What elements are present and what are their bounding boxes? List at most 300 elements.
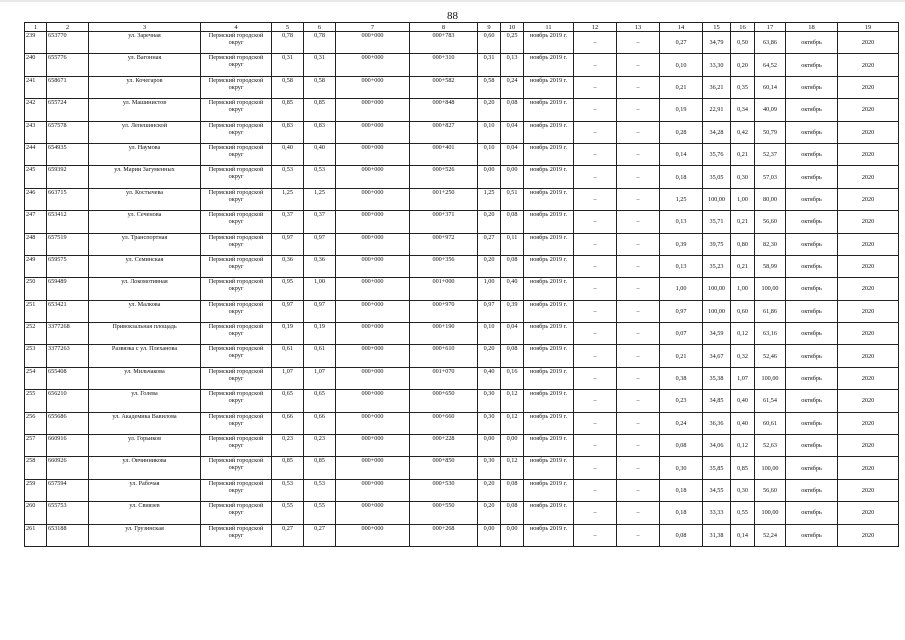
table-cell: Пермский городской округ <box>201 367 272 389</box>
table-cell: 2020 <box>838 435 899 457</box>
table-cell: 34,67 <box>703 345 731 367</box>
table-cell: 0,13 <box>660 255 703 277</box>
table-cell: 0,40 <box>501 278 524 300</box>
table-cell: 2020 <box>838 121 899 143</box>
table-cell: 261 <box>25 524 47 546</box>
table-cell: 52,24 <box>755 524 786 546</box>
column-number: 5 <box>272 23 304 32</box>
table-cell: 246 <box>25 188 47 210</box>
table-cell: 0,55 <box>304 502 336 524</box>
table-cell: 2020 <box>838 323 899 345</box>
table-cell: 250 <box>25 278 47 300</box>
table-cell: 0,20 <box>478 99 501 121</box>
column-number: 19 <box>838 23 899 32</box>
table-cell: 000+582 <box>410 76 478 98</box>
table-cell: ноябрь 2019 г. <box>524 502 574 524</box>
table-cell: 56,60 <box>755 479 786 501</box>
table-cell: 0,18 <box>660 502 703 524</box>
table-cell: 0,36 <box>304 255 336 277</box>
table-cell: – <box>574 345 617 367</box>
table-cell: 0,60 <box>731 300 755 322</box>
table-cell: 0,97 <box>272 233 304 255</box>
table-row <box>25 233 899 255</box>
table-cell: 001+000 <box>410 278 478 300</box>
table-cell: 60,14 <box>755 76 786 98</box>
table-cell: 63,86 <box>755 32 786 54</box>
table-cell: – <box>617 76 660 98</box>
table-cell: 260 <box>25 502 47 524</box>
table-cell: 657519 <box>47 233 89 255</box>
table-cell: 000+000 <box>336 390 410 412</box>
table-cell: ноябрь 2019 г. <box>524 323 574 345</box>
column-number: 11 <box>524 23 574 32</box>
table-cell: 0,65 <box>272 390 304 412</box>
table-cell: 100,00 <box>755 457 786 479</box>
table-cell: 000+000 <box>336 435 410 457</box>
table-cell: 2020 <box>838 54 899 76</box>
table-cell: 0,37 <box>304 211 336 233</box>
table-cell: – <box>574 99 617 121</box>
table-cell: 0,53 <box>272 166 304 188</box>
table-cell: 0,85 <box>304 457 336 479</box>
table-cell: октябрь <box>786 300 838 322</box>
table-cell: 663715 <box>47 188 89 210</box>
table-cell: 0,40 <box>731 412 755 434</box>
table-cell: 657578 <box>47 121 89 143</box>
table-cell: 0,10 <box>478 121 501 143</box>
table-cell: ул. Семинская <box>89 255 201 277</box>
table-cell: 0,27 <box>478 233 501 255</box>
table-cell: 2020 <box>838 367 899 389</box>
column-number: 10 <box>501 23 524 32</box>
table-cell: 000+310 <box>410 54 478 76</box>
table-cell: 0,04 <box>501 121 524 143</box>
table-cell: 245 <box>25 166 47 188</box>
table-cell: 0,00 <box>501 524 524 546</box>
table-cell: – <box>617 345 660 367</box>
table-cell: 000+000 <box>336 278 410 300</box>
table-cell: 1,25 <box>272 188 304 210</box>
table-cell: 33,33 <box>703 502 731 524</box>
table-cell: 000+000 <box>336 121 410 143</box>
table-cell: – <box>617 121 660 143</box>
table-cell: 0,10 <box>660 54 703 76</box>
column-number: 6 <box>304 23 336 32</box>
table-cell: – <box>574 278 617 300</box>
table-cell: 0,61 <box>272 345 304 367</box>
table-cell: – <box>617 502 660 524</box>
table-cell: 000+000 <box>336 300 410 322</box>
table-cell: Пермский городской округ <box>201 143 272 165</box>
table-cell: 251 <box>25 300 47 322</box>
table-cell: 0,00 <box>478 435 501 457</box>
table-cell: 001+250 <box>410 188 478 210</box>
table-cell: ул. Горьиков <box>89 435 201 457</box>
table-cell: 0,23 <box>304 435 336 457</box>
table-cell: 000+000 <box>336 345 410 367</box>
table-cell: – <box>617 188 660 210</box>
table-row <box>25 412 899 434</box>
table-cell: 0,39 <box>501 300 524 322</box>
table-cell: 0,08 <box>501 479 524 501</box>
table-cell: – <box>617 367 660 389</box>
table-cell: ул. Транспортная <box>89 233 201 255</box>
table-cell: 100,00 <box>703 278 731 300</box>
table-cell: 0,35 <box>731 76 755 98</box>
table-cell: 0,40 <box>304 143 336 165</box>
table-cell: – <box>617 99 660 121</box>
table-cell: – <box>574 76 617 98</box>
table-cell: 1,07 <box>304 367 336 389</box>
table-cell: 0,21 <box>731 211 755 233</box>
table-cell: 0,97 <box>478 300 501 322</box>
table-cell: 0,85 <box>304 99 336 121</box>
table-cell: 100,00 <box>755 367 786 389</box>
table-cell: 0,55 <box>272 502 304 524</box>
table-cell: ноябрь 2019 г. <box>524 76 574 98</box>
table-cell: 36,21 <box>703 76 731 98</box>
table-cell: 0,40 <box>731 390 755 412</box>
table-cell: 0,13 <box>660 211 703 233</box>
table-cell: 1,07 <box>731 367 755 389</box>
table-cell: 2020 <box>838 99 899 121</box>
table-cell: 2020 <box>838 479 899 501</box>
table-cell: 000+000 <box>336 412 410 434</box>
table-cell: – <box>617 166 660 188</box>
table-cell: 0,61 <box>304 345 336 367</box>
table-cell: 100,00 <box>703 300 731 322</box>
table-cell: 239 <box>25 32 47 54</box>
table-cell: 658671 <box>47 76 89 98</box>
table-cell: 0,13 <box>501 54 524 76</box>
table-cell: ул. Грузинская <box>89 524 201 546</box>
table-cell: 0,08 <box>501 502 524 524</box>
table-row <box>25 121 899 143</box>
table-row <box>25 278 899 300</box>
table-cell: 0,30 <box>660 457 703 479</box>
table-cell: 0,95 <box>272 278 304 300</box>
table-cell: Пермский городской округ <box>201 300 272 322</box>
table-cell: ноябрь 2019 г. <box>524 121 574 143</box>
table-cell: 0,21 <box>660 345 703 367</box>
table-cell: 0,14 <box>660 143 703 165</box>
table-cell: 1,00 <box>304 278 336 300</box>
table-cell: 0,65 <box>304 390 336 412</box>
table-cell: 0,51 <box>501 188 524 210</box>
table-cell: 655776 <box>47 54 89 76</box>
table-cell: 0,27 <box>304 524 336 546</box>
table-cell: 0,58 <box>272 76 304 98</box>
table-cell: ул. Мильчакова <box>89 367 201 389</box>
table-cell: 0,23 <box>660 390 703 412</box>
table-cell: 56,60 <box>755 211 786 233</box>
table-cell: 1,25 <box>304 188 336 210</box>
table-cell: Пермский городской округ <box>201 435 272 457</box>
table-cell: 34,06 <box>703 435 731 457</box>
table-cell: 000+228 <box>410 435 478 457</box>
table-cell: 000+550 <box>410 502 478 524</box>
table-cell: 0,30 <box>478 412 501 434</box>
table-cell: 249 <box>25 255 47 277</box>
table-row <box>25 502 899 524</box>
table-cell: ноябрь 2019 г. <box>524 457 574 479</box>
table-cell: 2020 <box>838 188 899 210</box>
table-cell: – <box>574 502 617 524</box>
table-cell: 0,97 <box>272 300 304 322</box>
table-cell: октябрь <box>786 345 838 367</box>
table-cell: 82,30 <box>755 233 786 255</box>
table-cell: ул. Голева <box>89 390 201 412</box>
table-row <box>25 255 899 277</box>
table-cell: 2020 <box>838 32 899 54</box>
table-cell: 659392 <box>47 166 89 188</box>
table-cell: ул. Заречная <box>89 32 201 54</box>
table-cell: октябрь <box>786 367 838 389</box>
table-cell: Пермский городской округ <box>201 390 272 412</box>
table-cell: – <box>617 233 660 255</box>
table-cell: 000+827 <box>410 121 478 143</box>
table-cell: 52,63 <box>755 435 786 457</box>
table-cell: – <box>617 435 660 457</box>
table-cell: 0,20 <box>731 54 755 76</box>
table-cell: ул. Локомотивная <box>89 278 201 300</box>
table-cell: 000+000 <box>336 32 410 54</box>
table-cell: Пермский городской округ <box>201 524 272 546</box>
table-cell: 0,14 <box>731 524 755 546</box>
table-cell: 0,20 <box>478 502 501 524</box>
table-cell: 0,21 <box>731 143 755 165</box>
table-cell: ул. Сеченова <box>89 211 201 233</box>
table-cell: – <box>574 390 617 412</box>
table-cell: 35,71 <box>703 211 731 233</box>
table-cell: 000+850 <box>410 457 478 479</box>
table-cell: 80,00 <box>755 188 786 210</box>
table-cell: 000+526 <box>410 166 478 188</box>
table-cell: 52,37 <box>755 143 786 165</box>
table-row <box>25 32 899 54</box>
table-cell: 3377263 <box>47 345 89 367</box>
table-cell: 000+000 <box>336 76 410 98</box>
table-row <box>25 524 899 546</box>
table-cell: 000+356 <box>410 255 478 277</box>
table-cell: 653412 <box>47 211 89 233</box>
table-cell: 240 <box>25 54 47 76</box>
table-cell: 35,85 <box>703 457 731 479</box>
table-row <box>25 300 899 322</box>
table-cell: 0,20 <box>478 345 501 367</box>
table-cell: ул. Вагонная <box>89 54 201 76</box>
table-cell: октябрь <box>786 502 838 524</box>
table-cell: 36,36 <box>703 412 731 434</box>
table-cell: 000+268 <box>410 524 478 546</box>
table-cell: 0,00 <box>501 435 524 457</box>
table-cell: 655408 <box>47 367 89 389</box>
table-cell: – <box>574 300 617 322</box>
table-cell: 0,08 <box>501 345 524 367</box>
table-cell: 248 <box>25 233 47 255</box>
table-cell: 61,54 <box>755 390 786 412</box>
table-cell: 2020 <box>838 143 899 165</box>
column-number: 9 <box>478 23 501 32</box>
roads-table <box>24 22 899 547</box>
table-cell: ноябрь 2019 г. <box>524 435 574 457</box>
table-cell: 0,24 <box>501 76 524 98</box>
table-cell: октябрь <box>786 412 838 434</box>
table-cell: Пермский городской округ <box>201 188 272 210</box>
table-cell: 0,00 <box>501 166 524 188</box>
table-cell: 61,86 <box>755 300 786 322</box>
table-cell: Пермский городской округ <box>201 412 272 434</box>
table-cell: 659575 <box>47 255 89 277</box>
table-cell: 000+783 <box>410 32 478 54</box>
column-number: 2 <box>47 23 89 32</box>
table-cell: – <box>617 143 660 165</box>
table-cell: 655686 <box>47 412 89 434</box>
table-cell: – <box>574 143 617 165</box>
table-cell: 000+371 <box>410 211 478 233</box>
table-cell: 33,30 <box>703 54 731 76</box>
table-cell: 247 <box>25 211 47 233</box>
table-cell: 0,58 <box>304 76 336 98</box>
column-number: 12 <box>574 23 617 32</box>
table-cell: 0,08 <box>501 211 524 233</box>
table-cell: 2020 <box>838 76 899 98</box>
table-cell: ул. Овчинникова <box>89 457 201 479</box>
table-cell: – <box>617 32 660 54</box>
table-cell: 0,11 <box>501 233 524 255</box>
table-cell: ноябрь 2019 г. <box>524 54 574 76</box>
table-cell: 001+070 <box>410 367 478 389</box>
table-row <box>25 323 899 345</box>
table-row <box>25 99 899 121</box>
table-cell: октябрь <box>786 233 838 255</box>
table-cell: 39,75 <box>703 233 731 255</box>
table-cell: 2020 <box>838 233 899 255</box>
table-cell: 000+000 <box>336 143 410 165</box>
table-cell: 0,42 <box>731 121 755 143</box>
table-cell: Пермский городской округ <box>201 323 272 345</box>
table-cell: 0,78 <box>272 32 304 54</box>
table-cell: – <box>617 300 660 322</box>
table-cell: ноябрь 2019 г. <box>524 479 574 501</box>
table-row <box>25 390 899 412</box>
table-cell: 1,25 <box>478 188 501 210</box>
table-cell: ноябрь 2019 г. <box>524 390 574 412</box>
table-cell: 000+000 <box>336 367 410 389</box>
table-cell: Пермский городской округ <box>201 211 272 233</box>
table-cell: 0,40 <box>272 143 304 165</box>
table-cell: 0,20 <box>478 211 501 233</box>
table-cell: 000+000 <box>336 323 410 345</box>
table-cell: 0,53 <box>304 166 336 188</box>
table-cell: 256 <box>25 412 47 434</box>
table-cell: 0,97 <box>304 233 336 255</box>
table-row <box>25 54 899 76</box>
table-cell: Пермский городской округ <box>201 32 272 54</box>
table-cell: 34,85 <box>703 390 731 412</box>
table-cell: 35,38 <box>703 367 731 389</box>
table-cell: 100,00 <box>703 188 731 210</box>
table-cell: 000+848 <box>410 99 478 121</box>
table-cell: 653188 <box>47 524 89 546</box>
table-cell: 0,04 <box>501 323 524 345</box>
table-cell: 31,38 <box>703 524 731 546</box>
table-cell: 0,53 <box>304 479 336 501</box>
table-cell: 657594 <box>47 479 89 501</box>
table-cell: ул. Свиязев <box>89 502 201 524</box>
table-cell: Пермский городской округ <box>201 502 272 524</box>
table-body <box>25 23 899 547</box>
table-cell: 0,34 <box>731 99 755 121</box>
table-cell: октябрь <box>786 524 838 546</box>
table-cell: 1,00 <box>731 278 755 300</box>
table-cell: 0,78 <box>304 32 336 54</box>
table-cell: 000+000 <box>336 479 410 501</box>
table-cell: – <box>574 255 617 277</box>
table-cell: 0,97 <box>660 300 703 322</box>
table-cell: – <box>574 188 617 210</box>
table-cell: 0,10 <box>478 143 501 165</box>
table-cell: 52,46 <box>755 345 786 367</box>
table-cell: 1,25 <box>660 188 703 210</box>
table-cell: 0,08 <box>501 99 524 121</box>
table-cell: ноябрь 2019 г. <box>524 143 574 165</box>
table-cell: 0,85 <box>731 457 755 479</box>
table-cell: 0,66 <box>272 412 304 434</box>
table-row <box>25 479 899 501</box>
table-cell: 0,10 <box>478 323 501 345</box>
table-cell: ноябрь 2019 г. <box>524 211 574 233</box>
table-row <box>25 457 899 479</box>
table-cell: 0,19 <box>272 323 304 345</box>
table-cell: – <box>617 390 660 412</box>
table-cell: октябрь <box>786 457 838 479</box>
table-cell: Пермский городской округ <box>201 479 272 501</box>
table-cell: – <box>617 412 660 434</box>
table-cell: 2020 <box>838 524 899 546</box>
table-cell: 0,00 <box>478 524 501 546</box>
table-cell: ул. Малкова <box>89 300 201 322</box>
table-cell: 3377268 <box>47 323 89 345</box>
table-cell: 655753 <box>47 502 89 524</box>
table-cell: Пермский городской округ <box>201 121 272 143</box>
table-row <box>25 367 899 389</box>
table-cell: 0,08 <box>501 255 524 277</box>
table-cell: ноябрь 2019 г. <box>524 278 574 300</box>
table-cell: 0,00 <box>478 166 501 188</box>
table-cell: ул. Лепешинской <box>89 121 201 143</box>
table-cell: 2020 <box>838 502 899 524</box>
table-cell: 100,00 <box>755 278 786 300</box>
table-cell: Пермский городской округ <box>201 345 272 367</box>
table-cell: 1,00 <box>660 278 703 300</box>
table-cell: – <box>574 524 617 546</box>
table-cell: 0,85 <box>272 99 304 121</box>
table-cell: 0,27 <box>272 524 304 546</box>
table-cell: 000+000 <box>336 166 410 188</box>
table-cell: 000+000 <box>336 524 410 546</box>
table-cell: 000+000 <box>336 188 410 210</box>
table-cell: ул. Костычева <box>89 188 201 210</box>
table-cell: – <box>617 524 660 546</box>
table-cell: 34,28 <box>703 121 731 143</box>
table-cell: октябрь <box>786 278 838 300</box>
table-cell: октябрь <box>786 390 838 412</box>
table-cell: ноябрь 2019 г. <box>524 345 574 367</box>
column-number: 15 <box>703 23 731 32</box>
table-cell: 63,16 <box>755 323 786 345</box>
table-cell: – <box>574 412 617 434</box>
